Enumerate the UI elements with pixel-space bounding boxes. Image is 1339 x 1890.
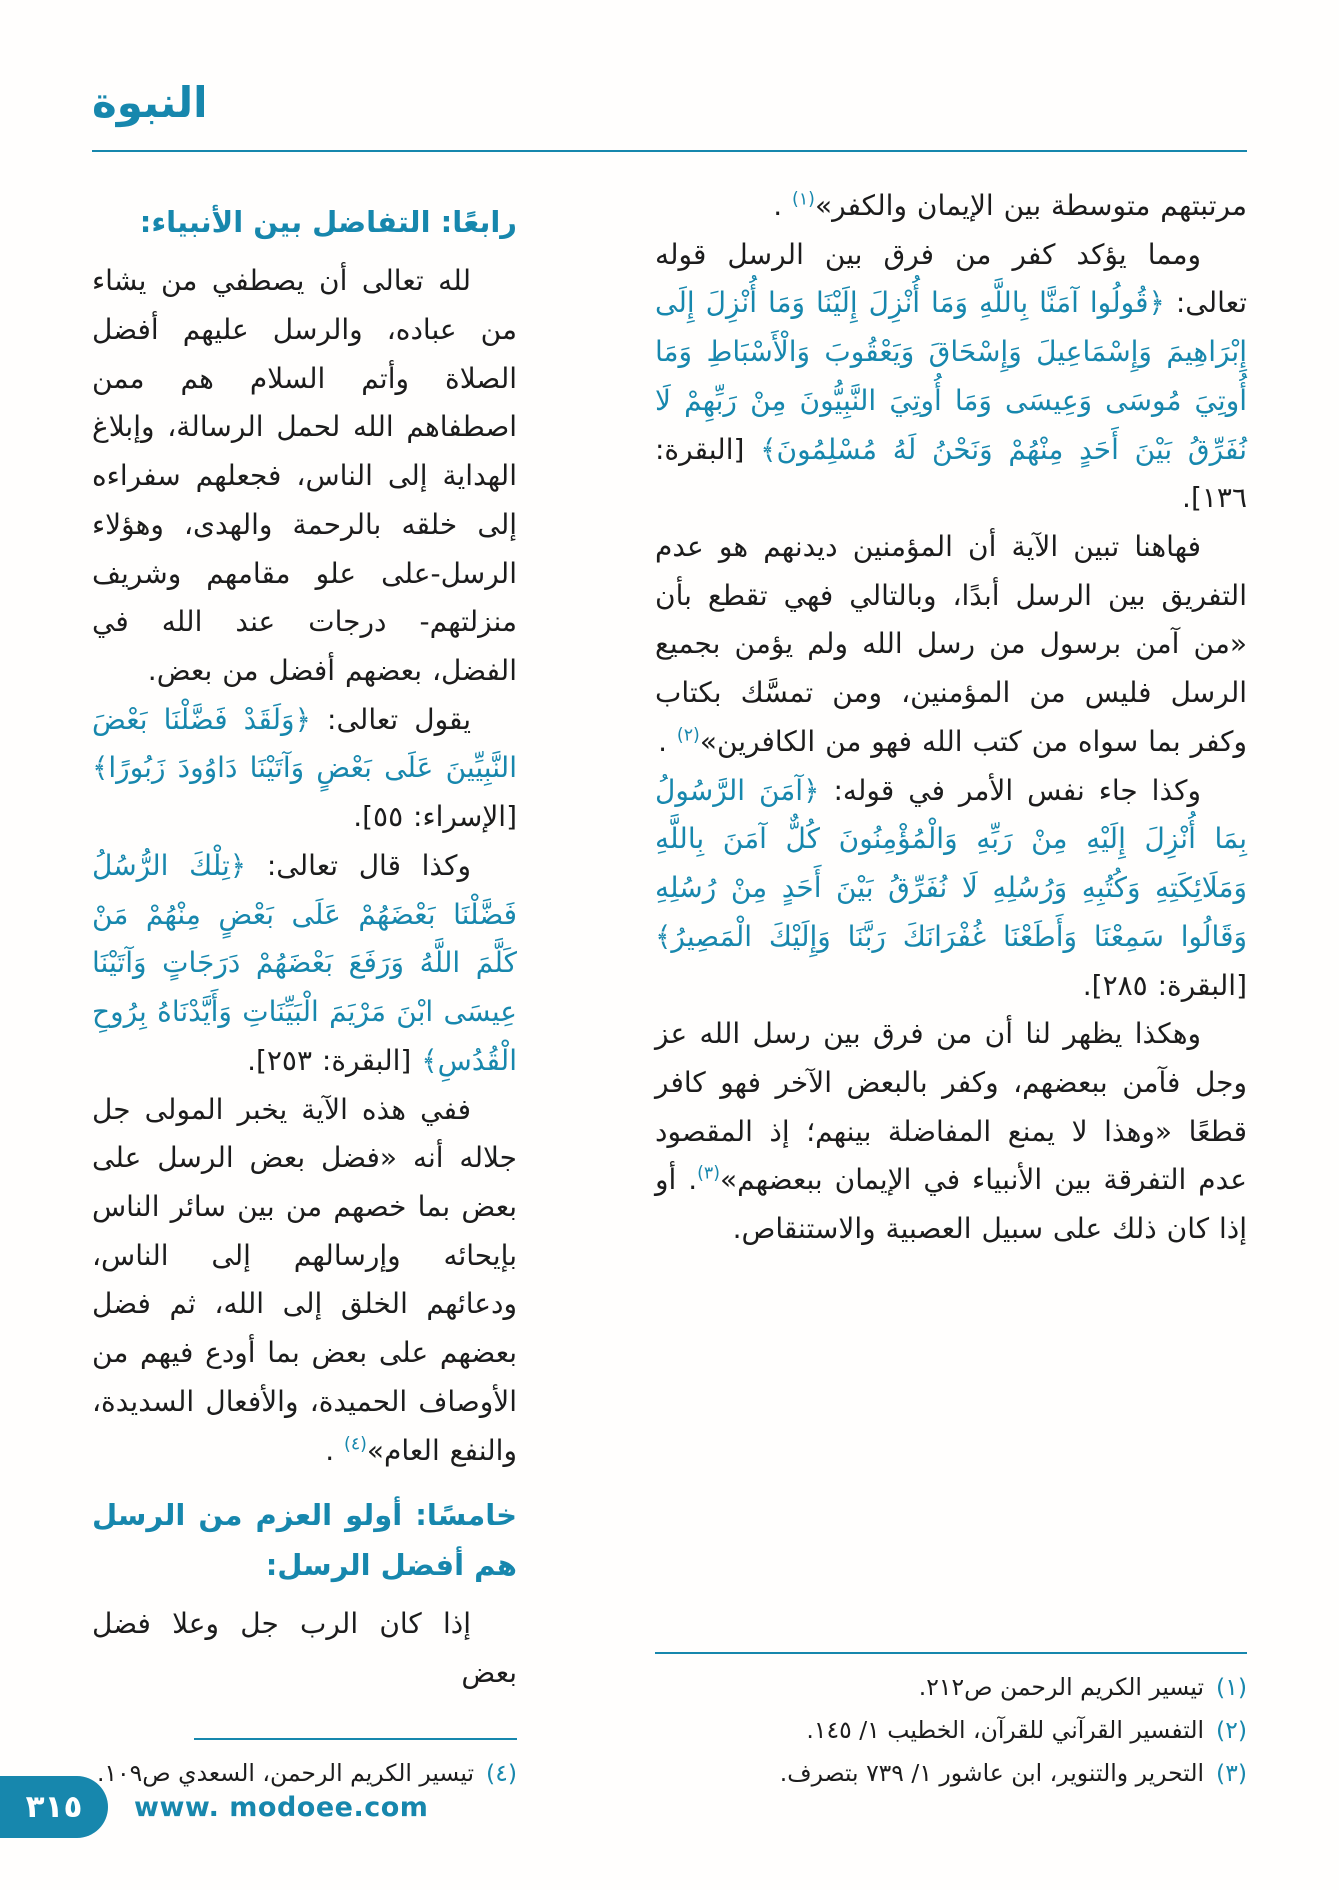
page-number: ٣١٥	[25, 1789, 83, 1825]
body-text: وكذا قال تعالى:	[246, 848, 471, 882]
paragraph	[655, 1010, 1247, 1254]
body-text: .	[325, 1433, 345, 1467]
chapter-header-title: النبوة	[92, 78, 208, 127]
body-text: يقول تعالى:	[310, 702, 471, 736]
paragraph	[92, 1086, 517, 1476]
paragraph-with-verse	[92, 842, 517, 1086]
footnote-number: (٢)	[1216, 1715, 1247, 1744]
footnotes-left	[92, 1730, 517, 1797]
quran-verse-baqarah-253: ﴿تِلْكَ الرُّسُلُ فَضَّلْنَا بَعْضَهُمْ عَلَى بَعْضٍ مِنْهُمْ مَنْ كَلَّمَ اللَّهُ وَرَفَعَ بَعْضَهُمْ دَرَجَاتٍ وَآتَيْنَا عِيسَى ابْنَ مَرْيَمَ الْبَيِّنَاتِ وَأَيَّدْنَاهُ بِرُوحِ الْقُدُسِ﴾	[92, 848, 517, 1077]
footnote-text: التفسير القرآني للقرآن، الخطيب ١/ ١٤٥.	[806, 1715, 1205, 1744]
page-number-badge	[0, 1776, 108, 1838]
paragraph	[655, 523, 1247, 767]
footnote-marker-2: (٢)	[676, 725, 700, 746]
verse-reference: [البقرة: ٢٨٥].	[1082, 968, 1247, 1002]
body-text: وكذا جاء نفس الأمر في قوله:	[819, 773, 1201, 807]
body-text: ومما يؤكد كفر من فرق بين الرسل قوله تعالى:	[655, 237, 1247, 320]
paragraph-continuing-next-page: إذا كان الرب جل وعلا فضل بعض	[92, 1606, 517, 1689]
quran-verse-isra-55: ﴿وَلَقَدْ فَضَّلْنَا بَعْضَ النَّبِيِّينَ عَلَى بَعْضٍ وَآتَيْنَا دَاوُودَ زَبُورًا﴾	[92, 702, 517, 785]
footnotes-right	[655, 1644, 1247, 1797]
body-text: ففي هذه الآية يخبر المولى جل جلاله أنه «فضل بعض الرسل على بعض بما خصهم من بين سائر الناس بإيحائه وإرسالهم إلى الناس، ودعائهم الخلق إلى الله، ثم فضل بعضهم على بعض بما أودع فيهم من الأوصاف الحميدة، والأفعال السديدة، والنفع العام»	[92, 1092, 517, 1467]
footnote-text: تيسير الكريم الرحمن، السعدي ص١٠٩.	[96, 1758, 475, 1787]
body-text: . أو إذا كان ذلك على سبيل العصبية والاستنقاص.	[655, 1163, 1247, 1246]
paragraph-with-verse	[92, 696, 517, 842]
footnote-text: تيسير الكريم الرحمن ص٢١٢.	[918, 1672, 1205, 1701]
page-content	[92, 182, 1247, 1797]
paragraph: لله تعالى أن يصطفي من يشاء من عباده، والرسل عليهم أفضل الصلاة وأتم السلام هم ممن اصطفاهم الله لحمل الرسالة، وإبلاغ الهداية إلى الناس، فجعلهم سفراءه إلى خلقه بالرحمة والهدى، وهؤلاء الرسل-على علو مقامهم وشريف منزلتهم- درجات عند الله في الفضل، بعضهم أفضل من بعض.	[92, 264, 517, 688]
body-text: فهاهنا تبين الآية أن المؤمنين ديدنهم هو عدم التفريق بين الرسل أبدًا، وبالتالي فهي تقطع بأن «من آمن برسول من رسل الله ولم يؤمن بجميع الرسل فليس من المؤمنين، ومن تمسَّك بكتاب وكفر بما سواه من كتب الله فهو من الكافرين»	[655, 530, 1247, 758]
body-text: .	[773, 189, 793, 222]
quran-verse-baqarah-285: ﴿آمَنَ الرَّسُولُ بِمَا أُنْزِلَ إِلَيْهِ مِنْ رَبِّهِ وَالْمُؤْمِنُونَ كُلٌّ آمَنَ بِاللَّهِ وَمَلَائِكَتِهِ وَكُتُبِهِ وَرُسُلِهِ لَا نُفَرِّقُ بَيْنَ أَحَدٍ مِنْ رُسُلِهِ وَقَالُوا سَمِعْنَا وَأَطَعْنَا غُفْرَانَكَ رَبَّنَا وَإِلَيْكَ الْمَصِيرُ﴾	[655, 773, 1247, 953]
column-right	[655, 182, 1247, 1797]
paragraph-with-verse	[655, 767, 1247, 1011]
footnote-4	[92, 1754, 517, 1792]
footnote-marker-3: (٣)	[697, 1164, 721, 1185]
footnote-number: (٣)	[1216, 1758, 1247, 1787]
verse-reference: [الإسراء: ٥٥].	[353, 800, 517, 834]
body-text: .	[658, 724, 677, 758]
footnote-marker-1: (١)	[792, 189, 815, 210]
footnote-number: (٤)	[486, 1758, 517, 1787]
footnote-3	[655, 1754, 1247, 1792]
footnote-number: (١)	[1216, 1672, 1247, 1701]
section-heading-fifth: خامسًا: أولو العزم من الرسل هم أفضل الرسل:	[92, 1498, 517, 1582]
verse-reference: [البقرة: ٢٥٣].	[247, 1043, 412, 1077]
verse-reference: [البقرة: ١٣٦].	[655, 432, 1247, 515]
footnote-divider-line	[194, 1738, 517, 1740]
body-text: وهكذا يظهر لنا أن من فرق بين رسل الله عز وجل فآمن ببعضهم، وكفر بالبعض الآخر فهو كافر قطعًا «وهذا لا يمنع المفاضلة بينهم؛ إذ المقصود عدم التفرقة بين الأنبياء في الإيمان ببعضهم»	[655, 1017, 1247, 1197]
paragraph-with-verse	[655, 231, 1247, 523]
header-divider-line	[92, 150, 1247, 152]
publisher-website: www. modoee.com	[134, 1792, 429, 1823]
footnote-2	[655, 1711, 1247, 1749]
section-heading-fourth: رابعًا: التفاضل بين الأنبياء:	[139, 205, 517, 239]
body-text: مرتبتهم متوسطة بين الإيمان والكفر»	[814, 189, 1247, 222]
paragraph-continuation	[655, 182, 1247, 231]
footnote-divider-line	[655, 1652, 1247, 1654]
footnote-text: التحرير والتنوير، ابن عاشور ١/ ٧٣٩ بتصرف.	[779, 1758, 1205, 1787]
column-left	[92, 182, 517, 1797]
footnote-1	[655, 1668, 1247, 1706]
footnote-marker-4: (٤)	[344, 1434, 367, 1455]
quran-verse-baqarah-136: ﴿قُولُوا آمَنَّا بِاللَّهِ وَمَا أُنْزِلَ إِلَيْنَا وَمَا أُنْزِلَ إِلَى إِبْرَاهِيمَ وَإِسْمَاعِيلَ وَإِسْحَاقَ وَيَعْقُوبَ وَالْأَسْبَاطِ وَمَا أُوتِيَ مُوسَى وَعِيسَى وَمَا أُوتِيَ النَّبِيُّونَ مِنْ رَبِّهِمْ لَا نُفَرِّقُ بَيْنَ أَحَدٍ مِنْهُمْ وَنَحْنُ لَهُ مُسْلِمُونَ﴾	[655, 286, 1247, 466]
